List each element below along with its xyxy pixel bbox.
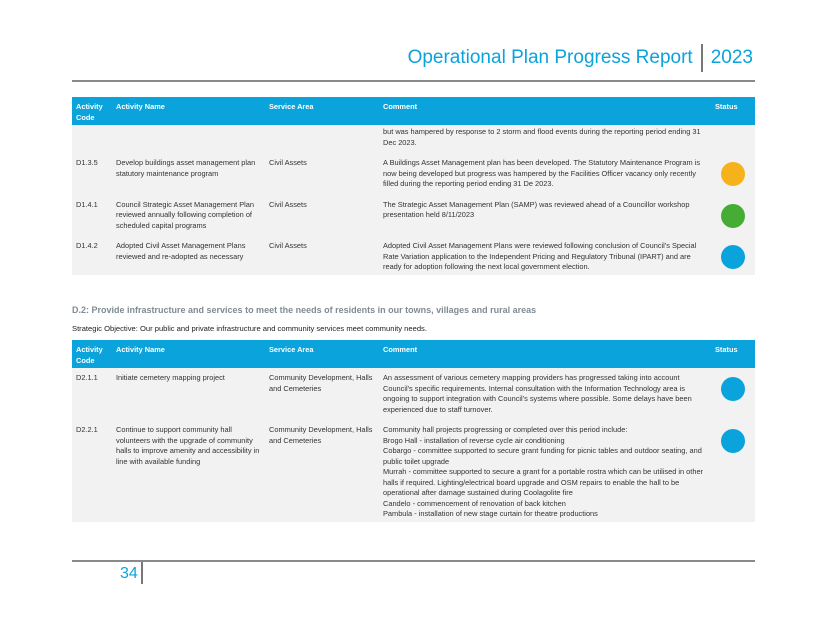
comment: but was hampered by response to 2 storm and flood events during the reporting period ending 31 Dec 2023. bbox=[379, 125, 711, 150]
status-cell bbox=[711, 125, 755, 150]
activity-code: D2.1.1 bbox=[72, 371, 112, 417]
activity-code: D2.2.1 bbox=[72, 423, 112, 522]
comment bbox=[379, 371, 711, 417]
activity-code bbox=[72, 125, 112, 150]
status-indicator-icon bbox=[721, 204, 745, 228]
comment-line: Pambula - installation of new stage curtain for theatre productions bbox=[383, 509, 598, 518]
service-area: Community Development, Halls and Cemeteries bbox=[265, 371, 379, 417]
table-row bbox=[72, 371, 755, 417]
report-header bbox=[408, 44, 753, 72]
status-indicator-icon bbox=[721, 377, 745, 401]
comment-line: Murrah - committee supported to secure a grant for a portable rostra which can be utilised in other halls if required. Lighting/electrical board upgrade and OSM repairs to enable the hall to be operational after damage sustained during Coolagolite fire bbox=[383, 467, 704, 497]
status-cell bbox=[711, 198, 755, 234]
col-status: Status bbox=[711, 97, 755, 125]
activities-table-d2 bbox=[72, 340, 755, 522]
col-comment: Comment bbox=[379, 97, 711, 125]
status-indicator-icon bbox=[721, 162, 745, 186]
report-year: 2023 bbox=[710, 47, 753, 68]
activity-name: Council Strategic Asset Management Plan reviewed annually following completion of scheduled capital programs bbox=[112, 198, 265, 234]
section-heading: D.2: Provide infrastructure and services to meet the needs of residents in our towns, villages and rural areas bbox=[72, 305, 537, 315]
col-activity-name: Activity Name bbox=[112, 97, 265, 125]
strategic-objective: Strategic Objective: Our public and private infrastructure and community services meet community needs. bbox=[72, 324, 427, 333]
col-activity-code: Activity Code bbox=[72, 97, 112, 125]
comment: Adopted Civil Asset Management Plans were reviewed following conclusion of Council's Special Rate Variation application to the Independent Pricing and Regulatory Tribunal (IPART) and are ready for adoption following the next local government election. bbox=[379, 239, 711, 275]
status-indicator-icon bbox=[721, 245, 745, 269]
comment-line: An assessment of various cemetery mapping providers has progressed taking into account Council's specific requirements. Internal consultation with the Information Technology area is ongoing to support integration with Council's systems where possible. Some delays have been experienced due to staff turnover. bbox=[383, 373, 692, 414]
table-row bbox=[72, 198, 755, 234]
service-area: Civil Assets bbox=[265, 239, 379, 275]
header-rule bbox=[72, 80, 755, 82]
activity-name: Adopted Civil Asset Management Plans reviewed and re-adopted as necessary bbox=[112, 239, 265, 275]
comment: A Buildings Asset Management plan has been developed. The Statutory Maintenance Program is now being developed but progress was hampered by the Facilities Officer vacancy only recently filled during the reporting period ending 31 De 2023. bbox=[379, 156, 711, 192]
status-cell bbox=[711, 423, 755, 522]
status-cell bbox=[711, 371, 755, 417]
service-area: Civil Assets bbox=[265, 156, 379, 192]
activity-name: Develop buildings asset management plan statutory maintenance program bbox=[112, 156, 265, 192]
comment-line: Community hall projects progressing or completed over this period include: bbox=[383, 425, 628, 434]
col-activity-code: Activity Code bbox=[72, 340, 112, 368]
status-cell bbox=[711, 156, 755, 192]
table-row bbox=[72, 156, 755, 192]
table-row bbox=[72, 125, 755, 150]
activity-name: Continue to support community hall volunteers with the upgrade of community halls to improve amenity and accessibility in line with available funding bbox=[112, 423, 265, 522]
col-status: Status bbox=[711, 340, 755, 368]
comment-line: Brogo Hall - installation of reverse cycle air conditioning bbox=[383, 435, 565, 445]
col-service-area: Service Area bbox=[265, 340, 379, 368]
activity-code: D1.4.2 bbox=[72, 239, 112, 275]
status-cell bbox=[711, 239, 755, 275]
activity-code: D1.3.5 bbox=[72, 156, 112, 192]
service-area: Community Development, Halls and Cemeteries bbox=[265, 423, 379, 522]
report-title: Operational Plan Progress Report bbox=[407, 47, 693, 68]
activity-name bbox=[112, 125, 265, 150]
comment bbox=[379, 423, 711, 522]
table-header-row bbox=[72, 340, 755, 368]
col-activity-name: Activity Name bbox=[112, 340, 265, 368]
status-indicator-icon bbox=[721, 429, 745, 453]
table-row bbox=[72, 239, 755, 275]
service-area: Civil Assets bbox=[265, 198, 379, 234]
service-area bbox=[265, 125, 379, 150]
page-number-divider bbox=[141, 562, 143, 584]
table-header-row bbox=[72, 97, 755, 125]
col-service-area: Service Area bbox=[265, 97, 379, 125]
comment-line: Candelo - commencement of renovation of back kitchen bbox=[383, 498, 566, 508]
page-number: 34 bbox=[120, 565, 138, 582]
comment: The Strategic Asset Management Plan (SAMP) was reviewed ahead of a Councillor workshop presentation held 8/11/2023 bbox=[379, 198, 711, 234]
activities-table-d1 bbox=[72, 97, 755, 275]
footer-rule bbox=[72, 560, 755, 562]
table-row bbox=[72, 423, 755, 522]
col-comment: Comment bbox=[379, 340, 711, 368]
activity-code: D1.4.1 bbox=[72, 198, 112, 234]
comment-line: Cobargo - committee supported to secure grant funding for picnic tables and outdoor seating, and public toilet upgrade bbox=[383, 446, 702, 466]
activity-name: Initiate cemetery mapping project bbox=[112, 371, 265, 417]
